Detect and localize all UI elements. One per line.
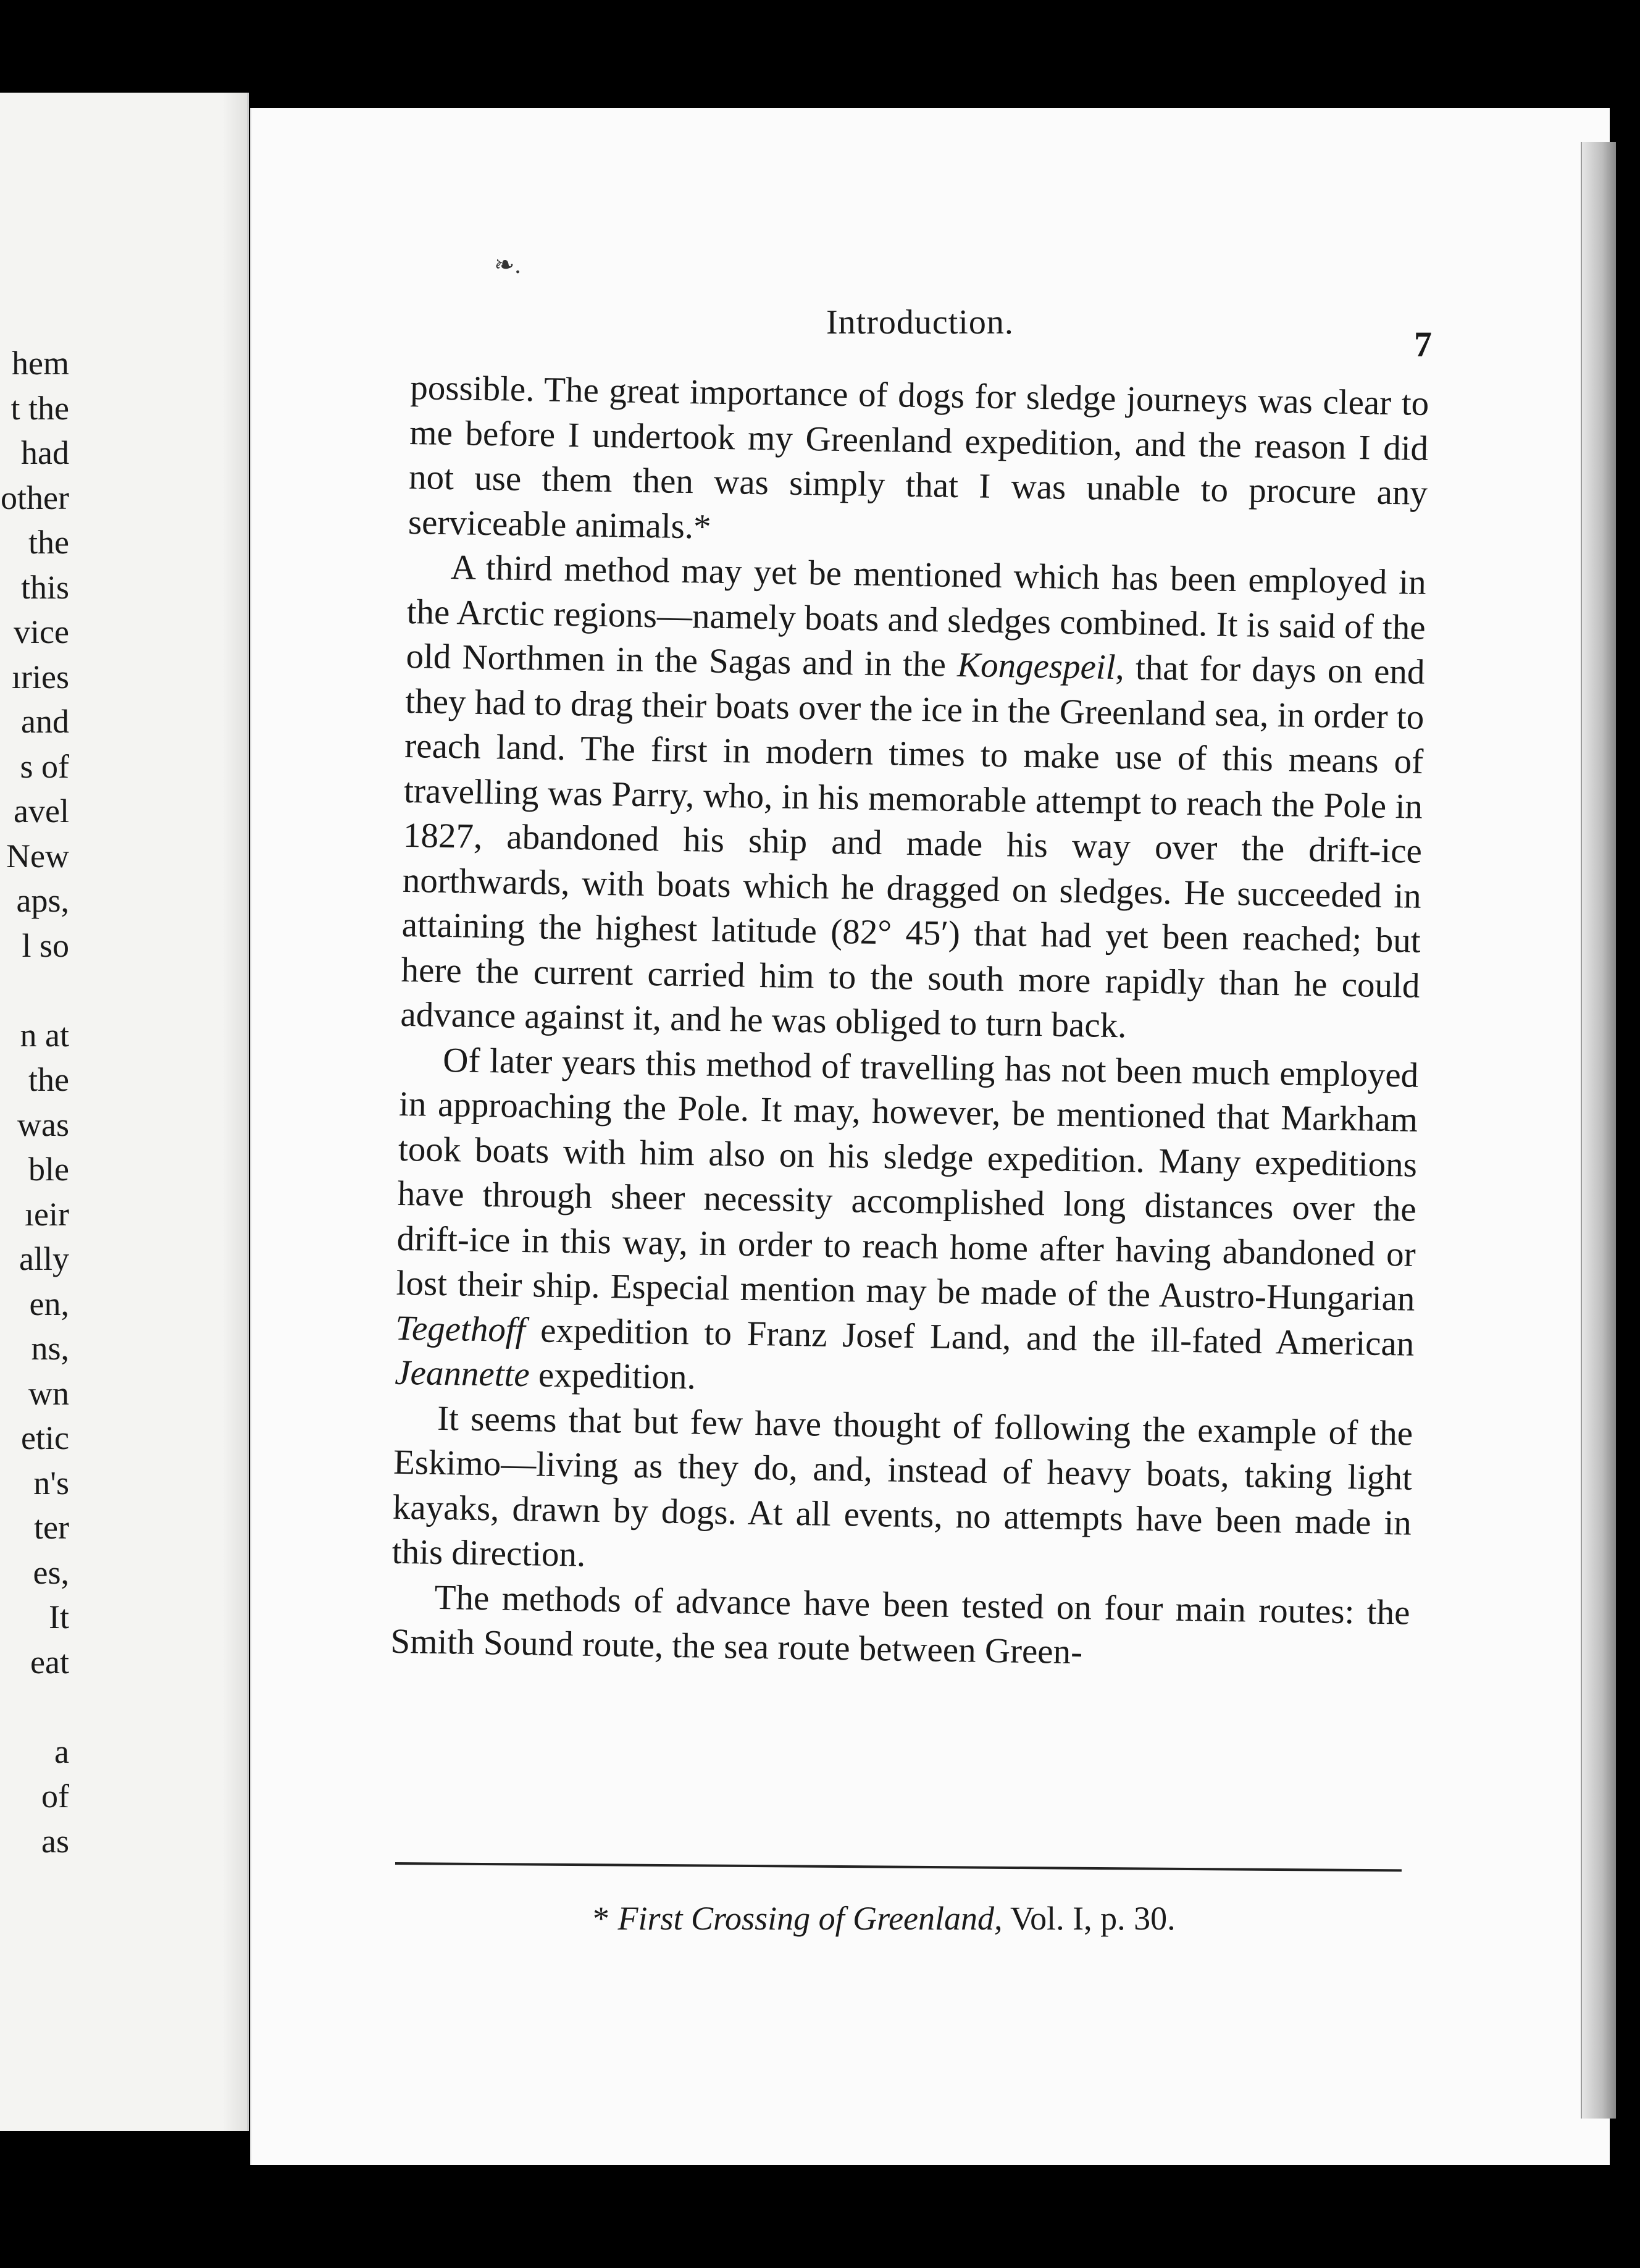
page-edge (1581, 142, 1616, 2119)
left-page-line: eat (30, 1643, 69, 1681)
printer-mark: ❧. (494, 251, 521, 279)
italic-title: Kongespeil (956, 645, 1116, 687)
paragraph: It seems that but few have thought of following the example of the Eskimo—living as they do, and, instead of heavy boats, taking light kayaks, drawn by dogs. At all events, no attempts have been made in this direction. (391, 1398, 1413, 1574)
left-page-line: ns, (31, 1330, 69, 1367)
left-page-line: the (28, 1061, 69, 1098)
left-page-line: ble (28, 1151, 69, 1188)
paragraph: A third method may yet be mentioned which has been employed in the Arctic regions—namely boats and sledges combined. It is said of the old Northmen in the Sagas and in the Kongespeil, that for days on end they had to drag their boats over the ice in the Greenland sea, in order to reach land. The first in modern times to make use of this means of travelling was Parry, who, in his memorable attempt to reach the Pole in 1827, abandoned his ship and made his way over the drift-ice northwards, with boats which he dragged on sledges. He succeeded in attaining the highest latitude (82° 45′) that had yet been reached; but here the current carried him to the south more rapidly than he could advance against it, and he was obliged to turn back. (400, 548, 1427, 1046)
left-page-line: s of (20, 747, 69, 785)
paragraph: possible. The great importance of dogs for sledge journeys was clear to me before I undertook my Greenland expedition, and the reason I did not use them then was simply that I was unable to procure any serviceable animals.* (408, 368, 1429, 547)
page-number: 7 (1414, 324, 1432, 364)
running-head: Introduction. (826, 303, 1014, 342)
left-page-line: n at (20, 1016, 69, 1054)
left-page-line: ally (19, 1240, 69, 1277)
left-page-line: other (1, 479, 69, 516)
left-page-line: vice (14, 613, 69, 650)
left-page-line: hem (12, 345, 69, 382)
left-page-line: a (54, 1732, 69, 1770)
left-page-line: t the (10, 389, 69, 427)
left-page-line: the (28, 524, 69, 561)
footnote-marker: * (593, 1900, 609, 1937)
left-page-line: New (6, 837, 69, 875)
italic-title: Jeannette (394, 1353, 530, 1395)
left-page-line: ter (34, 1509, 69, 1546)
left-page-line: aps, (16, 882, 69, 919)
paragraph: Of later years this method of travelling has not been much employed in approaching the Pole. It may, however, be mentioned that Markham took boats with him also on his sledge expedition. Many expeditions have through sheer necessity accomplished long distances over the drift-ice in this way, in order to reach home after having abandoned or lost their ship. Especial mention may be made of the Austro-Hungarian Tegethoff expedition to Franz Josef Land, and the ill-fated American Jeannette expedition. (394, 1040, 1419, 1397)
left-page-line: was (17, 1106, 69, 1143)
footnote-reference: Vol. I, p. 30. (1002, 1900, 1176, 1937)
gutter-shadow (222, 93, 247, 2131)
left-page-line: n's (33, 1464, 69, 1502)
left-page-line: etic (21, 1419, 69, 1456)
footnote-title: First Crossing of Greenland, (617, 1900, 1003, 1937)
left-page-line: as (41, 1822, 69, 1860)
left-page-line: avel (14, 792, 69, 830)
left-page-line: this (20, 568, 69, 606)
left-page-line: had (21, 434, 69, 471)
left-page-line: en, (29, 1285, 69, 1322)
body-text (390, 366, 1429, 1680)
left-page-line: of (41, 1778, 69, 1815)
left-page-line: It (49, 1598, 69, 1636)
paragraph: The methods of advance have been tested on four main routes: the Smith Sound route, the sea route between Green- (390, 1577, 1410, 1672)
left-page-line: and (21, 703, 69, 740)
left-page-line: ıries (12, 658, 69, 695)
left-page-line: es, (33, 1553, 69, 1591)
left-page-line: l so (22, 926, 69, 964)
left-page-line: ıeir (25, 1195, 69, 1233)
left-page-line: wn (28, 1374, 69, 1412)
footnote (593, 1899, 1176, 1938)
italic-title: Tegethoff (395, 1308, 526, 1350)
